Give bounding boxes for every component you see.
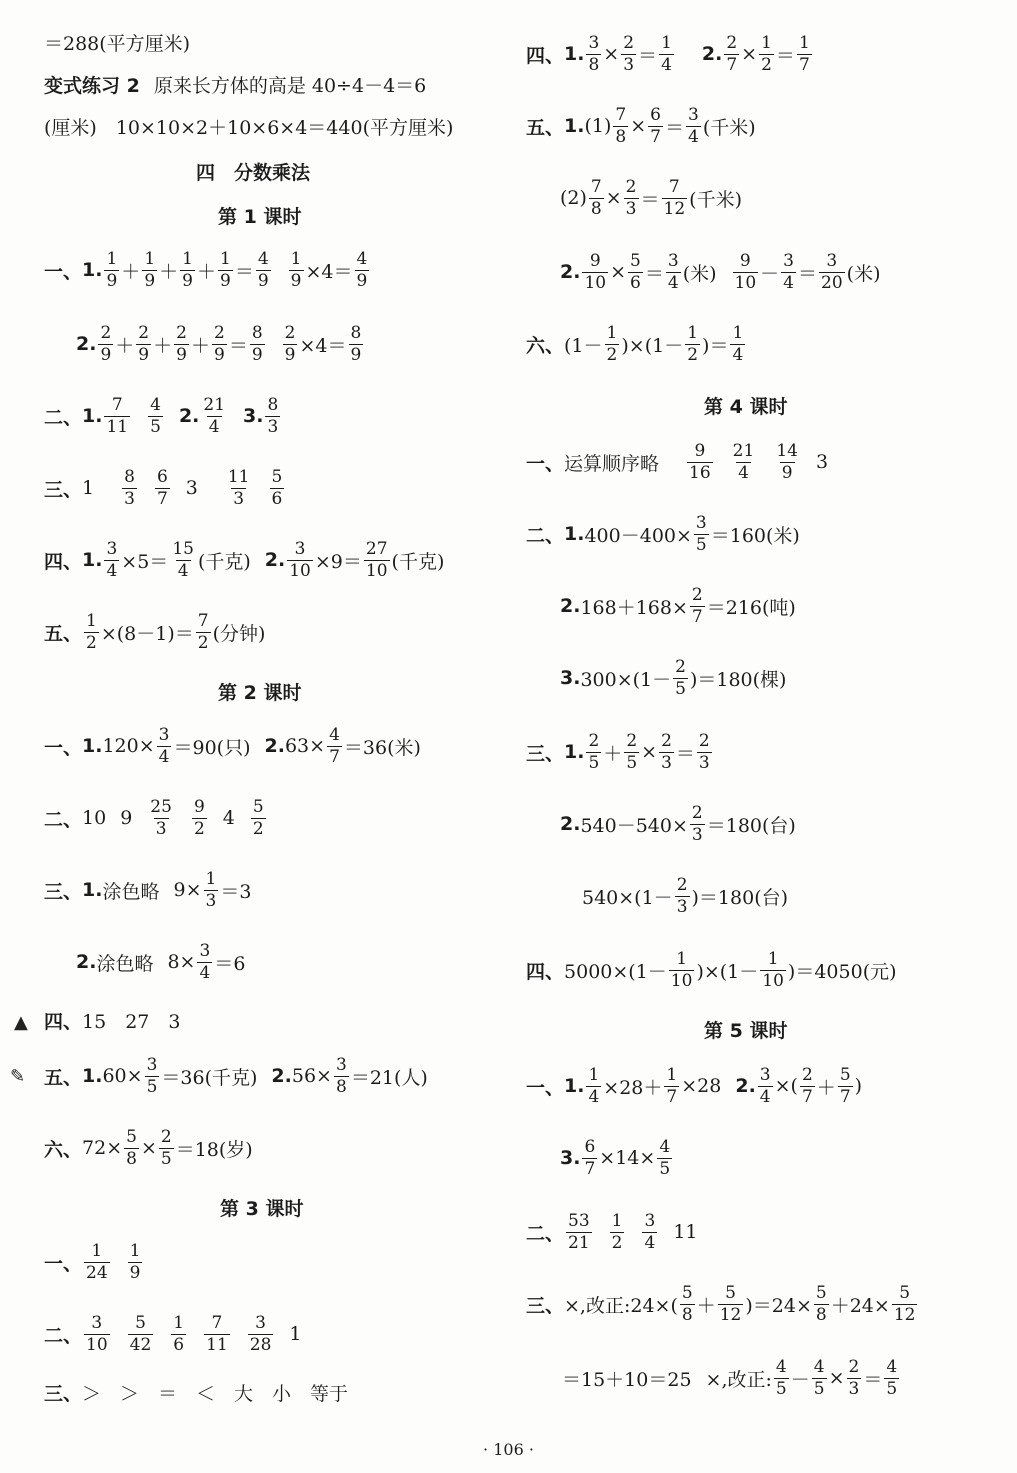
answer-line: (2) $\frac{7}{8}$ × $\frac{2}{3}$ ＝ $\frac{7}{12}$ (千米) [560, 176, 742, 219]
answer-line: 四、 1. $\frac{3}{8}$ × $\frac{2}{3}$ ＝ $\frac{1}{4}$ 2. $\frac{2}{7}$ × $\frac{1}{2}$ ＝ $\frac{1}{7}$ [526, 32, 810, 75]
answer-line: ＝288(平方厘米) [44, 32, 191, 55]
answer-line: 二、 $\frac{53}{21}$ $\frac{1}{2}$ $\frac{3}{4}$ 11 [526, 1210, 698, 1253]
answer-line: 五、 1. 60× $\frac{3}{5}$ ＝36(千克) 2. 56× $\frac{3}{8}$ ＝21(人) [44, 1054, 428, 1097]
chapter-title: 四 分数乘法 [196, 162, 311, 184]
answer-line: 三、 1 $\frac{8}{3}$ $\frac{6}{7}$ 3 $\frac{11}{3}$ $\frac{5}{6}$ [44, 466, 283, 509]
answer-line: 一、 $\frac{1}{24}$ $\frac{1}{9}$ [44, 1240, 141, 1283]
answer-line: 2. 涂色略 8× $\frac{3}{4}$ ＝6 [76, 940, 246, 983]
answer-line: 四、 5000×(1－ $\frac{1}{10}$ )×(1－ $\frac{1}{10}$ )＝4050(元) [526, 948, 897, 991]
answer-line: 五、 $\frac{1}{2}$ ×(8－1)＝ $\frac{7}{2}$ (分钟) [44, 610, 266, 653]
answer-line: 三、 1. 涂色略 9× $\frac{1}{3}$ ＝3 [44, 868, 252, 911]
exercise-label: 变式练习 2 [44, 74, 140, 97]
answer-line: 一、 1. $\frac{1}{4}$ ×28＋ $\frac{1}{7}$ ×28 2. $\frac{3}{4}$ ×( $\frac{2}{7}$ ＋ $\frac{5}{7}$ ) [526, 1064, 863, 1107]
answer-line: 六、 72× $\frac{5}{8}$ × $\frac{2}{5}$ ＝18(岁) [44, 1126, 253, 1169]
lesson-heading: 第 5 课时 [704, 1020, 788, 1042]
page-number: · 106 · [483, 1440, 534, 1459]
answer-line: 三、 ×,改正:24×( $\frac{5}{8}$ ＋ $\frac{5}{12}$ )＝24× $\frac{5}{8}$ ＋24× $\frac{5}{12}$ [526, 1282, 916, 1325]
answer-line: 四、 1. $\frac{3}{4}$ ×5＝ $\frac{15}{4}$ (千克) 2. $\frac{3}{10}$ ×9＝ $\frac{27}{10}$ (千克) [44, 538, 445, 581]
answer-line: 三、 1. $\frac{2}{5}$ ＋ $\frac{2}{5}$ × $\frac{2}{3}$ ＝ $\frac{2}{3}$ [526, 730, 710, 773]
answer-line: 3. $\frac{6}{7}$ ×14× $\frac{4}{5}$ [560, 1136, 671, 1179]
answer-line: 二、 1. 400－400× $\frac{3}{5}$ ＝160(米) [526, 512, 800, 555]
answer-line: 2. $\frac{2}{9}$ ＋ $\frac{2}{9}$ ＋ $\frac{2}{9}$ ＋ $\frac{2}{9}$ ＝ $\frac{8}{9}$ $\frac{2}{9}$ ×4＝ $\frac{8}{9}$ [76, 322, 362, 365]
answer-line: 二、 $\frac{3}{10}$ $\frac{5}{42}$ $\frac{1}{6}$ $\frac{7}{11}$ $\frac{3}{28}$ 1 [44, 1312, 302, 1355]
answer-line: 540×(1－ $\frac{2}{3}$ )＝180(台) [582, 874, 789, 917]
lesson-heading: 第 1 课时 [218, 206, 302, 228]
lesson-heading: 第 3 课时 [220, 1198, 304, 1220]
answer-line: 3. 300×(1－ $\frac{2}{5}$ )＝180(棵) [560, 656, 787, 699]
answer-line: 五、 1. (1) $\frac{7}{8}$ × $\frac{6}{7}$ ＝ $\frac{3}{4}$ (千米) [526, 104, 756, 147]
answer-line: 一、 运算顺序略 $\frac{9}{16}$ $\frac{21}{4}$ $\frac{14}{9}$ 3 [526, 440, 829, 483]
answer-line: 2. 168＋168× $\frac{2}{7}$ ＝216(吨) [560, 584, 796, 627]
answer-line: (厘米) 10×10×2＋10×6×4＝440(平方厘米) [44, 116, 454, 139]
answer-line: 变式练习 2 原来长方体的高是 40÷4－4＝6 [44, 54, 426, 114]
answer-line: 二、 1. $\frac{7}{11}$ $\frac{4}{5}$ 2. $\frac{21}{4}$ 3. $\frac{8}{3}$ [44, 394, 279, 437]
answer-line: 二、 10 9 $\frac{25}{3}$ $\frac{9}{2}$ 4 $\frac{5}{2}$ [44, 796, 264, 839]
answer-line: 一、 1. $\frac{1}{9}$ ＋ $\frac{1}{9}$ ＋ $\frac{1}{9}$ ＋ $\frac{1}{9}$ ＝ $\frac{4}{9}$ $\frac{1}{9}$ ×4＝ $\frac{4}{9}$ [44, 248, 368, 291]
answer-line: 一、 1. 120× $\frac{3}{4}$ ＝90(只) 2. 63× $\frac{4}{7}$ ＝36(米) [44, 724, 421, 767]
margin-mark: ✎ [10, 1066, 26, 1087]
answer-line: ＝15＋10＝25 ×,改正: $\frac{4}{5}$ － $\frac{4}{5}$ × $\frac{2}{3}$ ＝ $\frac{4}{5}$ [562, 1356, 898, 1399]
answer-line: 三、 ＞ ＞ ＝ ＜ 大 小 等于 [44, 1382, 349, 1405]
answer-line: 2. $\frac{9}{10}$ × $\frac{5}{6}$ ＝ $\frac{3}{4}$ (米) $\frac{9}{10}$ － $\frac{3}{4}$ ＝ $\frac{3}{20}$ (米) [560, 250, 881, 293]
lesson-heading: 第 2 课时 [218, 682, 302, 704]
answer-line: 四、 15 27 3 [44, 1010, 181, 1033]
lesson-heading: 第 4 课时 [704, 396, 788, 418]
margin-mark: ▲ [14, 1012, 28, 1033]
answer-line: 六、 (1－ $\frac{1}{2}$ )×(1－ $\frac{1}{2}$ )＝ $\frac{1}{4}$ [526, 322, 744, 365]
answer-line: 2. 540－540× $\frac{2}{3}$ ＝180(台) [560, 802, 796, 845]
